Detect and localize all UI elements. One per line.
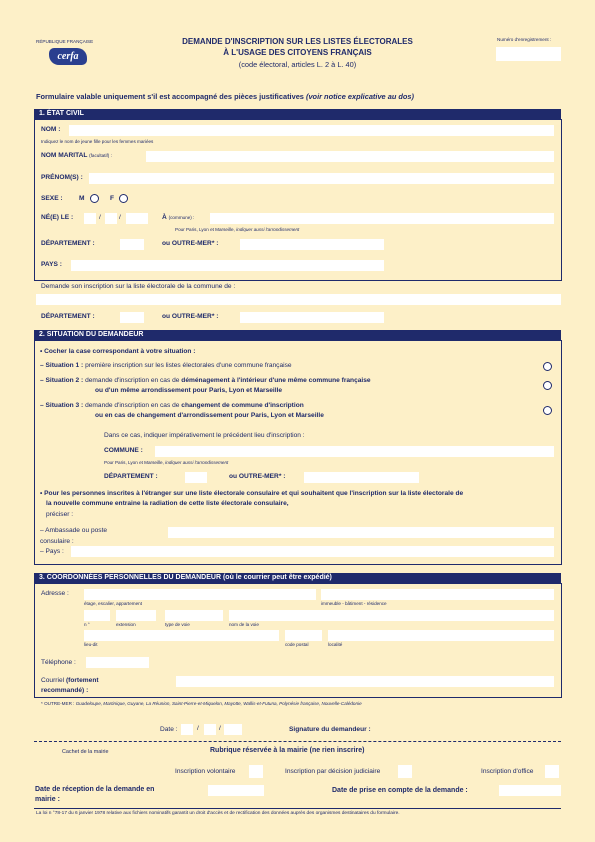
inscription-outremer-field[interactable] <box>240 312 384 323</box>
signature-label: Signature du demandeur : <box>289 726 371 733</box>
localite-field[interactable] <box>328 630 554 641</box>
sign-day-field[interactable] <box>181 724 193 735</box>
nom-voie-field[interactable] <box>229 610 554 621</box>
lieu-dit-field[interactable] <box>84 630 279 641</box>
reg-number-label: Numéro d'enregistrement : <box>497 37 552 42</box>
sexe-f-radio[interactable] <box>119 194 128 203</box>
s3-label: – Situation 3 : <box>40 402 84 409</box>
etage-field[interactable] <box>84 589 316 600</box>
nom-marital-field[interactable] <box>146 151 554 162</box>
situation2-radio[interactable] <box>543 381 552 390</box>
paris-hint-italic: indiquer aussi l'arrondissement <box>236 227 300 232</box>
office-box[interactable] <box>545 765 559 778</box>
cachet-mairie: Cachet de la mairie <box>62 749 109 755</box>
facultatif-text: (facultatif) : <box>89 153 112 158</box>
sexe-m-label: M <box>79 195 85 202</box>
consulaire-label: consulaire : <box>40 538 74 545</box>
volontaire-label: Inscription volontaire <box>175 768 236 775</box>
pays-field[interactable] <box>71 260 384 271</box>
nom-hint: Indiquez le nom de jeune fille pour les femmes mariées <box>41 139 154 144</box>
type-voie-hint: type de voie <box>165 622 190 627</box>
previous-departement-label: DÉPARTEMENT : <box>104 473 158 480</box>
etranger-pays-field[interactable] <box>71 546 554 557</box>
telephone-label: Téléphone : <box>41 659 76 666</box>
inscription-text: Demande son inscription sur la liste électorale de la commune de : <box>41 283 236 290</box>
etage-hint: étage, escalier, appartement <box>84 601 142 606</box>
situation3-text <box>40 402 304 409</box>
previous-paris-hint <box>104 460 228 465</box>
previous-outremer-label: ou OUTRE-MER* : <box>229 473 286 480</box>
prise-label: Date de prise en compte de la demande : <box>332 787 468 794</box>
etranger-pays-label: – Pays : <box>40 548 64 555</box>
a-text: À <box>162 214 167 221</box>
section1-header: 1. ÉTAT CIVIL <box>34 109 561 119</box>
situation2-text <box>40 377 371 384</box>
inscription-commune-field[interactable] <box>36 294 561 305</box>
inscription-departement-label: DÉPARTEMENT : <box>41 313 95 320</box>
situation1-text <box>40 362 292 369</box>
birth-day-field[interactable] <box>84 213 96 224</box>
prenoms-field[interactable] <box>89 173 554 184</box>
birth-slash-1: / <box>99 214 101 221</box>
immeuble-field[interactable] <box>321 589 554 600</box>
nom-label: NOM : <box>41 126 61 133</box>
nom-marital-label <box>41 152 112 159</box>
birth-slash-2: / <box>119 214 121 221</box>
outremer-field[interactable] <box>240 239 384 250</box>
footnote-text: Guadeloupe, Martinique, Guyane, La Réunion, Saint-Pierre-et-Miquelon, Mayotte, Wallis-et-Futuna, Polynésie française, Nouvelle-Calédonie <box>75 701 362 706</box>
previous-commune-label: COMMUNE : <box>104 447 143 454</box>
intro-main: Formulaire valable uniquement s'il est accompagné des pièces justificatives <box>36 92 304 101</box>
volontaire-box[interactable] <box>249 765 263 778</box>
legal-divider <box>34 808 561 809</box>
sexe-m-radio[interactable] <box>90 194 99 203</box>
prev-paris-hint-italic: indiquer aussi l'arrondissement <box>165 460 229 465</box>
s1-label: – Situation 1 : <box>40 362 84 369</box>
s3-text: demande d'inscription en cas de <box>85 402 180 409</box>
birth-year-field[interactable] <box>126 213 148 224</box>
footnote-label: * OUTRE-MER : <box>41 701 75 706</box>
nom-field[interactable] <box>69 125 554 136</box>
sign-slash-1: / <box>197 725 199 732</box>
courriel-text: Courriel <box>41 677 65 684</box>
paris-hint-text: Pour Paris, Lyon et Marseille, <box>175 227 235 232</box>
situation1-radio[interactable] <box>543 362 552 371</box>
intro-text <box>36 92 414 101</box>
inscription-departement-field[interactable] <box>120 312 144 323</box>
situation2-text-2: ou d'un même arrondissement pour Paris, Lyon et Marseille <box>95 387 283 394</box>
ambassade-label: – Ambassade ou poste <box>40 527 108 534</box>
sexe-f-label: F <box>110 195 115 202</box>
reception-label-2: mairie : <box>35 796 60 803</box>
etranger-text-1: • Pour les personnes inscrites à l'étranger sur une liste électorale consulaire et qui souhaitent que l'inscription sur la liste électorale de <box>40 490 464 497</box>
departement-label: DÉPARTEMENT : <box>41 240 95 247</box>
republique-francaise: RÉPUBLIQUE FRANÇAISE <box>36 39 94 44</box>
commune-hint: (commune) : <box>168 215 195 220</box>
courriel-label <box>41 677 99 684</box>
legal-text: La loi n °78-17 du 6 janvier 1978 relative aux fichiers nominatifs garantit un droit d'accès et de rectification des données auprès des organismes destinataires du formulaire. <box>36 811 400 816</box>
birth-paris-hint <box>175 227 299 232</box>
sexe-label: SEXE : <box>41 195 63 202</box>
s2-label: – Situation 2 : <box>40 377 84 384</box>
reception-label: Date de réception de la demande en <box>35 786 155 793</box>
reception-date-field[interactable] <box>208 785 264 796</box>
section2-header: 2. SITUATION DU DEMANDEUR <box>34 330 561 340</box>
nom-marital-text: NOM MARITAL <box>41 152 88 159</box>
courriel-field[interactable] <box>176 676 554 687</box>
sign-slash-2: / <box>219 725 221 732</box>
form-title-line3: (code électoral, articles L. 2 à L. 40) <box>238 60 357 69</box>
s2-text: demande d'inscription en cas de <box>85 377 180 384</box>
form-title-line1: DEMANDE D'INSCRIPTION SUR LES LISTES ÉLECTORALES <box>182 37 413 46</box>
dans-ce-cas-text: Dans ce cas, indiquer impérativement le précédent lieu d'inscription : <box>104 432 305 439</box>
date-label: Date : <box>160 726 178 733</box>
judiciaire-box[interactable] <box>398 765 412 778</box>
numero-hint: n ° <box>84 622 90 627</box>
telephone-field[interactable] <box>86 657 149 668</box>
birth-commune-field[interactable] <box>210 213 554 224</box>
numero-field[interactable] <box>84 610 110 621</box>
office-label: Inscription d'office <box>481 768 534 775</box>
intro-note: (voir notice explicative au dos) <box>305 92 415 101</box>
rubrique-mairie: Rubrique réservée à la mairie (ne rien inscrire) <box>210 747 365 754</box>
nom-voie-hint: nom de la voie <box>229 622 259 627</box>
mairie-divider <box>34 741 561 742</box>
situation3-radio[interactable] <box>543 406 552 415</box>
immeuble-hint: immeuble - bâtiment - résidence <box>321 601 387 606</box>
judiciaire-label: Inscription par décision judiciaire <box>285 768 381 775</box>
departement-field[interactable] <box>120 239 144 250</box>
extension-field[interactable] <box>116 610 156 621</box>
outremer-label: ou OUTRE-MER* : <box>162 240 219 247</box>
type-voie-field[interactable] <box>165 610 223 621</box>
pays-label: PAYS : <box>41 261 62 268</box>
recommande-label: recommandé) : <box>41 687 89 694</box>
ne-le-label: NÉ(E) LE : <box>41 214 74 221</box>
etranger-text-2: la nouvelle commune entraine la radiation de cette liste électorale consulaire, <box>46 500 289 507</box>
ambassade-field[interactable] <box>168 527 554 538</box>
section3-header: 3. COORDONNÉES PERSONNELLES DU DEMANDEUR (où le courrier peut être expédié) <box>34 573 561 583</box>
fortement-text: (fortement <box>65 677 99 684</box>
previous-departement-field[interactable] <box>185 472 207 483</box>
inscription-outremer-label: ou OUTRE-MER* : <box>162 313 219 320</box>
s1-text: première inscription sur les listes électorales d'une commune française <box>85 362 292 369</box>
birth-place-label <box>162 214 194 221</box>
s3-bold: changement de commune d'inscription <box>181 402 304 409</box>
form-title-line2: À L'USAGE DES CITOYENS FRANÇAIS <box>223 48 372 57</box>
cerfa-logo: cerfa <box>49 48 87 65</box>
lieu-dit-hint: lieu-dit <box>84 642 98 647</box>
prev-paris-hint-text: Pour Paris, Lyon et Marseille, <box>104 460 164 465</box>
code-postal-field[interactable] <box>285 630 322 641</box>
extension-hint: extension <box>116 622 136 627</box>
previous-outremer-field[interactable] <box>304 472 419 483</box>
reg-number-field <box>496 47 561 61</box>
cocher-text: • Cocher la case correspondant à votre situation : <box>40 348 196 355</box>
situation3-text-2: ou en cas de changement d'arrondissement pour Paris, Lyon et Marseille <box>95 412 324 419</box>
sign-month-field[interactable] <box>204 724 216 735</box>
prenoms-label: PRÉNOM(S) : <box>41 174 83 181</box>
birth-month-field[interactable] <box>105 213 117 224</box>
outremer-footnote <box>41 701 362 706</box>
prise-date-field[interactable] <box>499 785 561 796</box>
localite-hint: localité <box>328 642 343 647</box>
code-postal-hint: code postal <box>285 642 309 647</box>
preciser-text: préciser : <box>46 511 74 518</box>
sign-year-field[interactable] <box>224 724 242 735</box>
adresse-label: Adresse : <box>41 590 69 597</box>
previous-commune-field[interactable] <box>155 446 554 457</box>
s2-bold: déménagement à l'intérieur d'une même commune française <box>181 377 371 384</box>
